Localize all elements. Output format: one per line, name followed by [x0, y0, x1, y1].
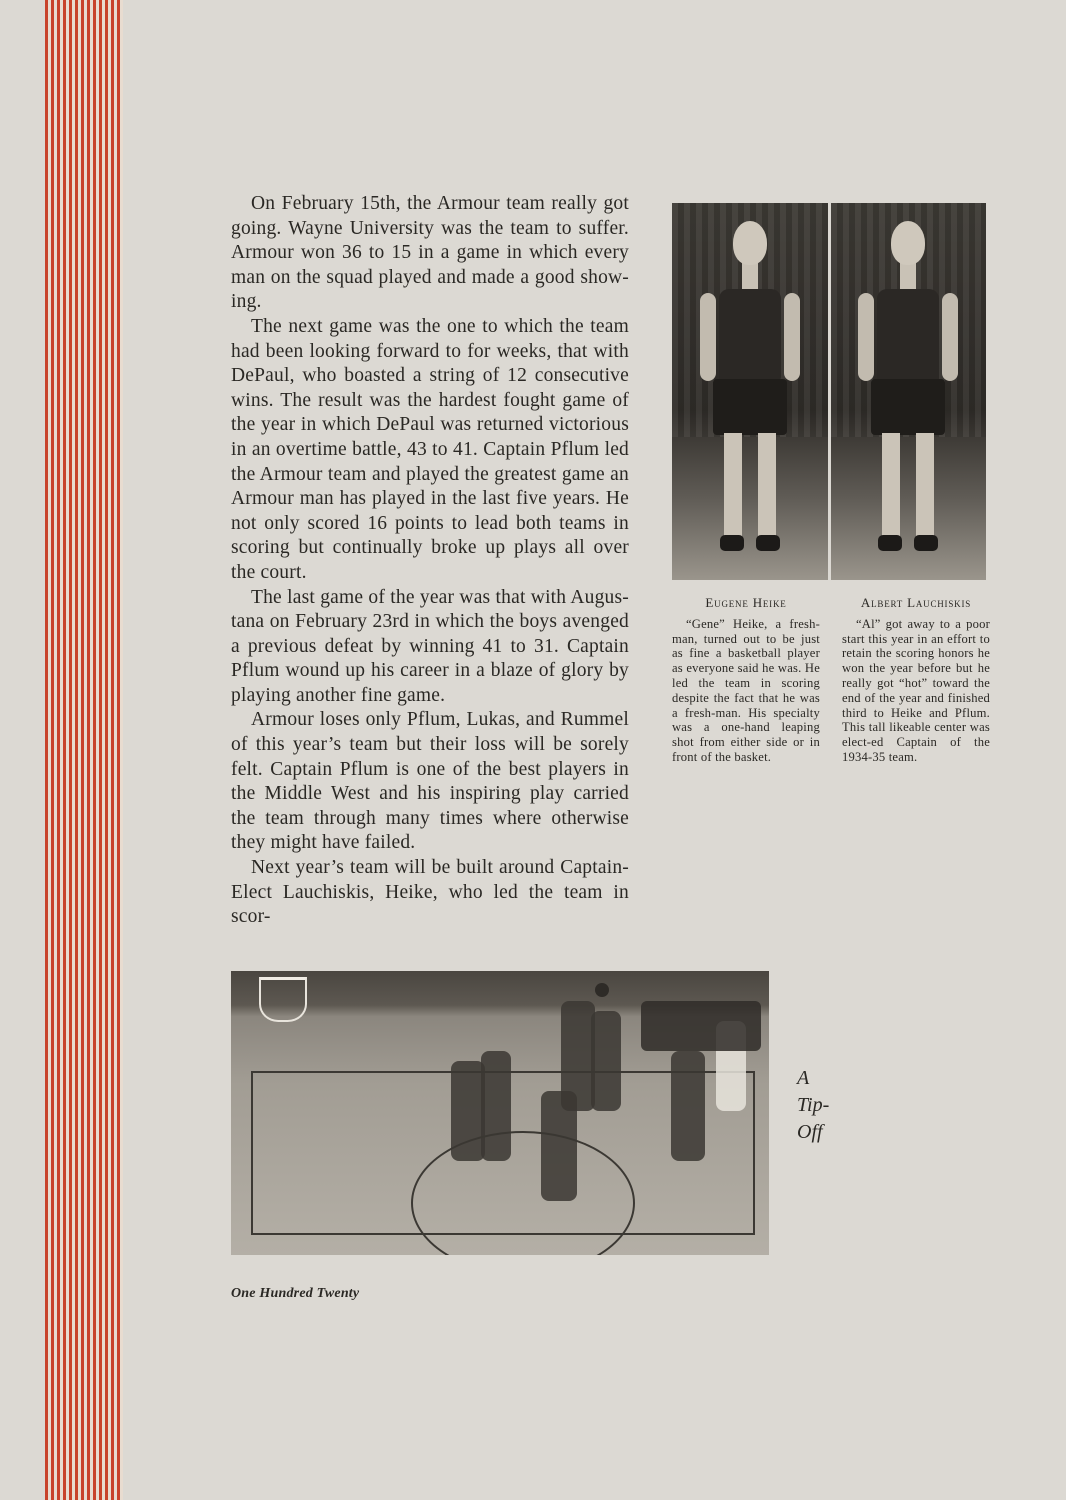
paragraph: The last game of the year was that with Augus-tana on February 23rd in which the boys avenged a previous defeat by winning 41 to 31. Captain Pflum wound up his career in a blaze of glory by playing another fine game.: [231, 586, 629, 706]
caption-name: Albert Lauchiskis: [860, 595, 972, 610]
game-action-photo: [231, 971, 769, 1255]
portrait-captions: [672, 596, 990, 765]
page-number: One Hundred Twenty: [231, 1286, 360, 1301]
basketball-hoop: [259, 977, 307, 1022]
article-body: [231, 192, 629, 930]
portrait-heike: [672, 203, 828, 580]
photo-caption: A Tip- Off: [797, 1067, 830, 1143]
paragraph: The next game was the one to which the team had been looking forward to for weeks, that with DePaul, who boasted a string of 12 consecutive wins. The result was the hardest fought game of the year in which DePaul was returned victorious in an overtime battle, 43 to 41. Captain Pflum led the Armour team and played the greatest game an Armour man has played in the last five years. He not only scored 16 points to lead both teams in scoring but continually broke up plays all over the court.: [231, 315, 629, 583]
caption-lauchiskis: [842, 596, 990, 765]
portrait-lauchiskis: [831, 203, 987, 580]
paragraph: Armour loses only Pflum, Lukas, and Rummel of this year’s team but their loss will be sorely felt. Captain Pflum is one of the best players in the Middle West and his inspiring play carried the team through many times where otherwise they might have failed.: [231, 709, 629, 854]
paragraph: On February 15th, the Armour team really got going. Wayne University was the team to suffer. Armour won 36 to 15 in a game in which every man on the squad played and made a good show-ing.: [231, 193, 629, 313]
decorative-stripe-border: [45, 0, 123, 1500]
caption-text: “Gene” Heike, a fresh-man, turned out to be just as fine a basketball player as everyone said he was. He led the team in scoring despite the fact that he was a fresh-man. His specialty was a one-hand leaping shot from either side or in front of the basket.: [672, 616, 820, 764]
caption-heike: [672, 596, 820, 765]
caption-text: “Al” got away to a poor start this year in an effort to retain the scoring honors he won the year before but he really got “hot” toward the end of the year and finished third to Heike and Pflum. This tall likeable center was elect-ed Captain of the 1934-35 team.: [842, 616, 990, 764]
paragraph: Next year’s team will be built around Captain-Elect Lauchiskis, Heike, who led the team in scor-: [231, 857, 629, 928]
basketball: [595, 983, 609, 997]
caption-name: Eugene Heike: [705, 595, 787, 610]
player-portraits: [672, 203, 986, 580]
